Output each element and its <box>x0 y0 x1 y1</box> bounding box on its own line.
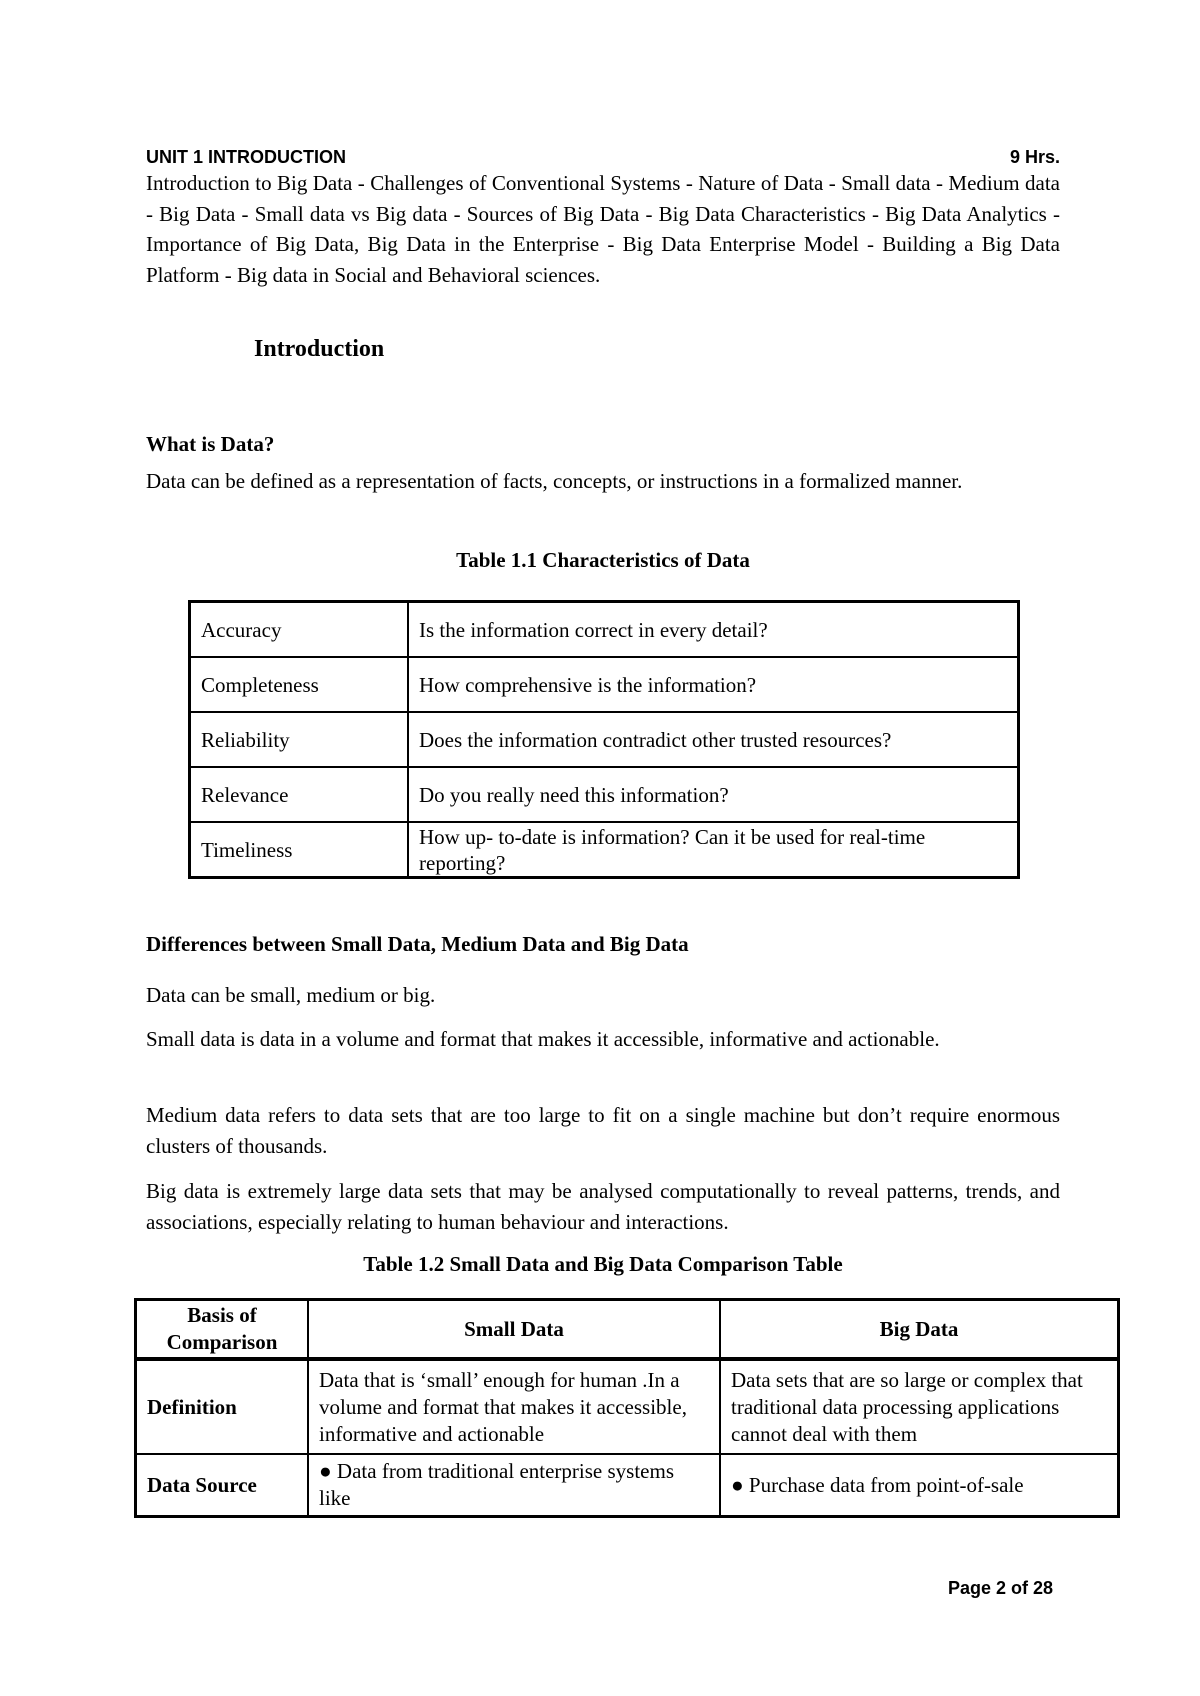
table-cell: How comprehensive is the information? <box>408 657 1019 712</box>
table-header-row <box>136 1300 1119 1360</box>
table-cell: Completeness <box>190 657 409 712</box>
table2-caption: Table 1.2 Small Data and Big Data Comparison Table <box>363 1252 843 1276</box>
page-number: Page 2 of 28 <box>948 1578 1054 1598</box>
comparison-table <box>134 1298 1120 1518</box>
table-cell: ● Purchase data from point-of-sale <box>720 1454 1119 1517</box>
data-definition-paragraph: Data can be defined as a representation of facts, concepts, or instructions in a formalized manner. <box>146 469 963 493</box>
what-is-data-heading: What is Data? <box>146 432 275 456</box>
unit-header <box>146 146 1060 168</box>
table-cell: Accuracy <box>190 602 409 658</box>
table-cell: ● Data from traditional enterprise systems like <box>308 1454 720 1517</box>
table-row <box>136 1454 1119 1517</box>
table-header-cell: Big Data <box>720 1300 1119 1360</box>
table1-caption: Table 1.1 Characteristics of Data <box>456 548 750 572</box>
table-cell: Do you really need this information? <box>408 767 1019 822</box>
differences-paragraph: Medium data refers to data sets that are too large to fit on a single machine but don’t require enormous clusters of thousands. <box>146 1103 1060 1158</box>
table-row <box>190 657 1019 712</box>
table-header-cell: Small Data <box>308 1300 720 1360</box>
table-row <box>136 1359 1119 1454</box>
table-cell: How up- to-date is information? Can it be used for real-time reporting? <box>408 822 1019 878</box>
table-cell: Definition <box>136 1359 309 1454</box>
table-cell: Reliability <box>190 712 409 767</box>
introduction-heading: Introduction <box>254 336 385 362</box>
differences-paragraph: Big data is extremely large data sets that may be analysed computationally to reveal patterns, trends, and associations, especially relating to human behaviour and interactions. <box>146 1179 1060 1234</box>
table-cell: Is the information correct in every detail? <box>408 602 1019 658</box>
table-cell: Data that is ‘small’ enough for human .In a volume and format that makes it accessible, informative and actionable <box>308 1359 720 1454</box>
table-row <box>190 712 1019 767</box>
differences-heading: Differences between Small Data, Medium Data and Big Data <box>146 932 689 956</box>
table-row <box>190 602 1019 658</box>
characteristics-table <box>188 600 1020 879</box>
table-header-cell: Basis of Comparison <box>136 1300 309 1360</box>
table-cell: Timeliness <box>190 822 409 878</box>
table-cell: Data sets that are so large or complex that traditional data processing applications cannot deal with them <box>720 1359 1119 1454</box>
unit-title: UNIT 1 INTRODUCTION <box>146 147 346 167</box>
table-cell: Does the information contradict other trusted resources? <box>408 712 1019 767</box>
table-cell: Relevance <box>190 767 409 822</box>
table-row <box>190 822 1019 878</box>
differences-paragraph: Small data is data in a volume and format that makes it accessible, informative and actionable. <box>146 1027 940 1051</box>
table-row <box>190 767 1019 822</box>
syllabus-text: Introduction to Big Data - Challenges of Conventional Systems - Nature of Data - Small data - Medium data - Big Data - Small data vs Big data - Sources of Big Data - Big Data Characteristics - Big Data Analytics - Importance of Big Data, Big Data in the Enterprise - Big Data Enterprise Model - Building a Big Data Platform - Big data in Social and Behavioral sciences. <box>146 171 1060 287</box>
differences-paragraph: Data can be small, medium or big. <box>146 983 436 1007</box>
table-cell: Data Source <box>136 1454 309 1517</box>
unit-hours: 9 Hrs. <box>1009 147 1060 167</box>
